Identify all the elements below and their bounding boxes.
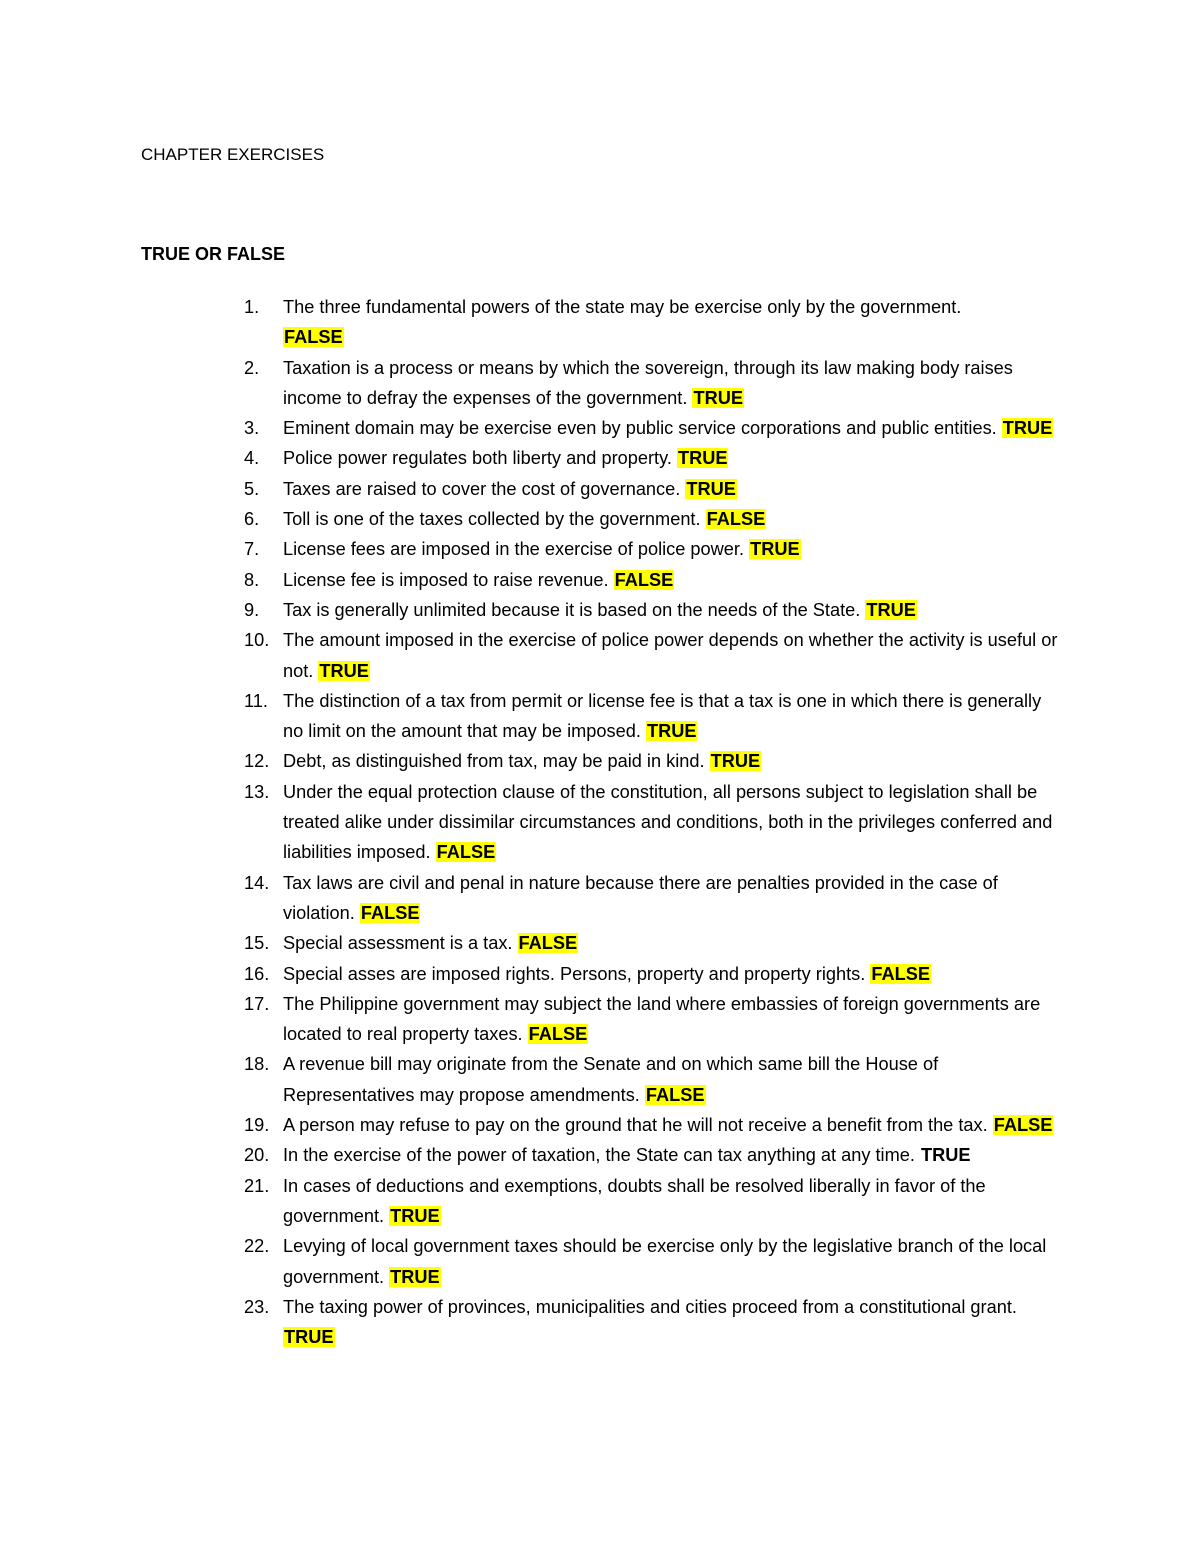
list-item: [0, 1049, 1200, 1110]
list-item: [0, 565, 1200, 595]
item-number: 6.: [244, 509, 260, 530]
item-statement: Under the equal protection clause of the constitution, all persons subject to legislation shall be treated alike under dissimilar circumstances and conditions, both in the privileges conferred and liabilities imposed.: [283, 781, 1053, 863]
item-number: 13.: [244, 781, 270, 802]
item-statement: Special assessment is a tax.: [283, 933, 513, 954]
item-number: 14.: [244, 872, 270, 893]
item-number: 18.: [244, 1054, 270, 1075]
item-statement: A revenue bill may originate from the Senate and on which same bill the House of Representatives may propose amendments.: [283, 1054, 939, 1105]
item-statement: Taxation is a process or means by which the sovereign, through its law making body raises income to defray the expenses of the government.: [283, 357, 1013, 408]
answer-label: FALSE: [993, 1115, 1053, 1136]
item-statement: The taxing power of provinces, municipalities and cities proceed from a constitutional grant.: [283, 1296, 1017, 1317]
item-statement: The amount imposed in the exercise of police power depends on whether the activity is useful or not.: [283, 630, 1058, 681]
answer-label: TRUE: [284, 1327, 334, 1348]
answer-label: TRUE: [710, 751, 761, 772]
list-item: [0, 1140, 1200, 1170]
item-number: 3.: [244, 418, 260, 439]
list-item: [0, 595, 1200, 625]
answer-label: TRUE: [677, 448, 728, 469]
item-number: 9.: [244, 599, 260, 620]
list-item: [0, 746, 1200, 776]
list-item: [0, 413, 1200, 443]
list-item: [0, 504, 1200, 534]
answer-label: TRUE: [866, 599, 916, 620]
item-number: 23.: [244, 1296, 270, 1317]
item-statement: License fee is imposed to raise revenue.: [283, 569, 609, 590]
answer-label: FALSE: [614, 569, 674, 590]
item-number: 4.: [244, 448, 260, 469]
item-statement: Levying of local government taxes should be exercise only by the legislative branch of the local government.: [283, 1236, 1047, 1287]
item-statement: Tax is generally unlimited because it is based on the needs of the State.: [283, 599, 861, 620]
item-statement: The Philippine government may subject the land where embassies of foreign governments are located to real property taxes.: [283, 993, 1041, 1045]
item-number: 10.: [244, 630, 270, 651]
item-statement: Special asses are imposed rights. Persons, property and property rights.: [283, 963, 866, 984]
item-statement: Debt, as distinguished from tax, may be paid in kind.: [283, 751, 705, 772]
item-number: 17.: [244, 993, 270, 1014]
item-number: 21.: [244, 1175, 270, 1196]
list-item: [0, 959, 1200, 989]
list-item: [0, 777, 1200, 868]
item-number: 19.: [244, 1115, 270, 1136]
answer-label: FALSE: [436, 842, 496, 863]
answer-label: TRUE: [693, 387, 743, 408]
answer-label: TRUE: [646, 721, 697, 742]
list-item: [0, 989, 1200, 1050]
item-number: 12.: [244, 751, 270, 772]
list-item: [0, 1110, 1200, 1140]
list-item: [0, 443, 1200, 473]
list-item: [0, 1292, 1200, 1353]
item-number: 1.: [244, 297, 260, 317]
item-statement: License fees are imposed in the exercise of police power.: [283, 539, 745, 560]
chapter-heading: CHAPTER EXERCISES: [141, 145, 325, 164]
list-item: [0, 534, 1200, 564]
list-item: [0, 1171, 1200, 1232]
answer-label: TRUE: [390, 1205, 440, 1226]
list-item: [0, 292, 1200, 353]
section-heading: TRUE OR FALSE: [141, 244, 286, 264]
item-statement: Police power regulates both liberty and property.: [283, 448, 672, 469]
answer-label: TRUE: [750, 539, 800, 560]
item-statement: The distinction of a tax from permit or license fee is that a tax is one in which there is generally no limit on the amount that may be imposed.: [283, 690, 1042, 742]
item-statement: In cases of deductions and exemptions, doubts shall be resolved liberally in favor of the government.: [283, 1175, 986, 1226]
true-false-list: [0, 292, 1200, 1352]
item-number: 11.: [244, 690, 268, 711]
item-number: 20.: [244, 1145, 270, 1166]
answer-label: FALSE: [706, 509, 766, 530]
item-number: 16.: [244, 963, 270, 984]
item-statement: The three fundamental powers of the state may be exercise only by the government.: [283, 297, 962, 317]
list-item: [0, 353, 1200, 414]
item-number: 8.: [244, 569, 260, 590]
item-number: 2.: [244, 357, 260, 378]
answer-label: FALSE: [645, 1084, 705, 1105]
item-statement: Taxes are raised to cover the cost of governance.: [283, 478, 681, 499]
answer-label: FALSE: [528, 1024, 588, 1045]
item-number: 15.: [244, 933, 270, 954]
list-item: [0, 686, 1200, 747]
item-number: 22.: [244, 1236, 270, 1257]
list-item: [0, 928, 1200, 958]
answer-label: TRUE: [686, 478, 736, 499]
answer-label: TRUE: [319, 660, 369, 681]
list-item: [0, 868, 1200, 929]
item-number: 5.: [244, 478, 260, 499]
answer-label: FALSE: [871, 963, 930, 984]
answer-label: TRUE: [1002, 418, 1053, 439]
answer-label: FALSE: [284, 327, 343, 348]
list-item: [0, 1231, 1200, 1292]
answer-label: FALSE: [360, 902, 420, 923]
item-statement: A person may refuse to pay on the ground that he will not receive a benefit from the tax.: [283, 1115, 988, 1136]
item-statement: In the exercise of the power of taxation, the State can tax anything at any time.: [283, 1145, 915, 1166]
item-number: 7.: [244, 539, 260, 560]
item-statement: Toll is one of the taxes collected by the government.: [283, 509, 701, 530]
item-statement: Tax laws are civil and penal in nature because there are penalties provided in the case of violation.: [283, 872, 998, 923]
answer-label: TRUE: [920, 1145, 971, 1166]
list-item: [0, 474, 1200, 504]
answer-label: TRUE: [390, 1266, 440, 1287]
item-statement: Eminent domain may be exercise even by public service corporations and public entities.: [283, 418, 997, 439]
list-item: [0, 625, 1200, 686]
answer-label: FALSE: [518, 933, 578, 954]
